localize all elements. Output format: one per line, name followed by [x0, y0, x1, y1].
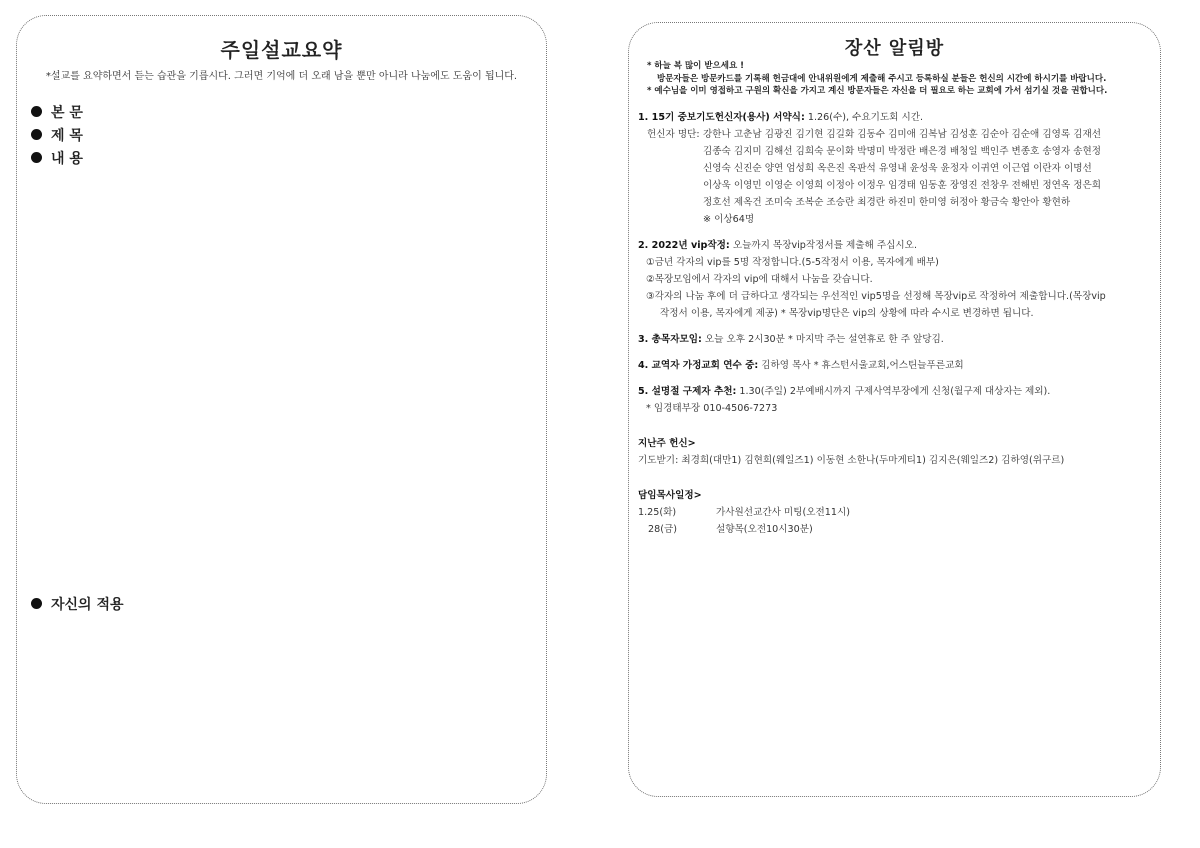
field-title: 제 목	[31, 123, 83, 146]
bullet-icon	[31, 598, 42, 609]
last-week-dedication: 지난주 헌신> 기도받기: 최경희(대만1) 김현희(웨일즈1) 이동현 소한나(두마게티1) 김지은(웨일즈2) 김하영(위구르)	[638, 438, 1065, 466]
announcements-title: 장산 알림방	[844, 38, 945, 59]
field-application: 자신의 적용	[31, 592, 124, 615]
announcements-panel	[628, 22, 1161, 797]
announcement-item-1: 1. 15기 중보기도헌신자(용사) 서약식: 1.26(수), 수요기도회 시간. 헌신자 명단: 강한나 고춘남 김광진 김기현 김길화 김동수 김미애 김복남 김성훈 김순아 김순애 김영록 김재선 김종숙 김지미 김해선 김희숙 문이화 박명미 박정란 배은경 배청일 백인주 변종호 송영자 송현정 신영숙 신진순 양연 엄성희 옥은진 옥판석 유영내 윤성욱 윤정자 이귀연 이근엽 이란자 이명선 이상욱 이영민 이영순 이영희 이정아 이정우 임경태 임동훈 장영진 전창우 전해빈 정연옥 정은희 정호선 제옥건 조미숙 조복순 조승란 최경란 하진미 한미영 허정아 황금숙 황안아 황현하 ※ 이상64명	[638, 109, 1153, 228]
sermon-summary-panel	[16, 15, 547, 804]
sermon-summary-subtitle: *설교를 요약하면서 듣는 습관을 기릅시다. 그러면 기억에 더 오래 남을 뿐만 아니라 나눔에도 도움이 됩니다.	[45, 71, 518, 82]
notice-line: 방문자들은 방문카드를 기록해 헌금대에 안내위원에게 제출해 주시고 등록하실 분들은 헌신의 시간에 하시기를 바랍니다.	[657, 73, 1107, 84]
dedicator-list: 강한나 고춘남 김광진 김기현 김길화 김동수 김미애 김복남 김성훈 김순아 김순애 김영록 김재선 김종숙 김지미 김해선 김희숙 문이화 박명미 박정란 배은경 배청일 백인주 변종호 송영자 송현정 신영숙 신진순 양연 엄성희 옥은진 옥판석 유영내 윤성욱 윤정자 이귀연 이근엽 이란자 이명선 이상욱 이영민 이영순 이영희 이정아 이정우 임경태 임동훈 장영진 전창우 전해빈 정연옥 정은희 정호선 제옥건 조미숙 조복순 조승란 최경란 하진미 한미영 허정아 황금숙 황안아 황현하 ※ 이상64명	[703, 129, 1102, 225]
field-scripture: 본 문	[31, 100, 83, 123]
schedule-row: 28(금) 설향목(오전10시30분)	[648, 524, 813, 535]
announcement-item-2: 2. 2022년 vip작정: 오늘까지 목장vip작정서를 제출해 주십시오. ①금년 각자의 vip를 5명 작정합니다.(5-5작정서 이용, 목자에게 배부) ②목장모임에서 각자의 vip에 대해서 나눔을 갖습니다. ③각자의 나눔 후에 더 급하다고 생각되는 우선적인 vip5명을 선정해 목장vip로 작정하여 제출합니다.(목장vip 작정서 이용, 목자에게 제공) * 목장vip명단은 vip의 상황에 따라 수시로 변경하면 됩니다.	[638, 240, 1106, 319]
sermon-fields	[31, 100, 83, 169]
bullet-icon	[31, 129, 42, 140]
announcement-items	[638, 109, 1153, 538]
notice-line: * 예수님을 이미 영접하고 구원의 확신을 가지고 계신 방문자들은 자신을 더 필요로 하는 교회에 가서 섬기실 것을 권합니다.	[647, 86, 1108, 96]
schedule-row: 1.25(화) 가사원선교간사 미팅(오전11시)	[638, 507, 850, 518]
announcement-item-4: 4. 교역자 가정교회 연수 중: 김하영 목사 * 휴스턴서울교회,어스틴늘푸른교회	[638, 360, 964, 371]
bullet-icon	[31, 152, 42, 163]
notice-line: * 하늘 복 많이 받으세요 !	[647, 61, 745, 71]
bullet-icon	[31, 106, 42, 117]
field-content: 내 용	[31, 146, 83, 169]
sermon-summary-title: 주일설교요약	[220, 38, 343, 62]
dedicator-label: 헌신자 명단:	[647, 129, 700, 140]
notice-block	[647, 60, 1147, 98]
pastor-schedule: 담임목사일정> 1.25(화) 가사원선교간사 미팅(오전11시) 28(금) 설향목(오전10시30분)	[638, 487, 1153, 538]
announcement-item-5: 5. 설명절 구제자 추천: 1.30(주일) 2부예배시까지 구제사역부장에게 신청(월구제 대상자는 제외). * 임경태부장 010-4506-7273	[638, 386, 1051, 414]
announcement-item-3: 3. 총목자모임: 오늘 오후 2시30분 * 마지막 주는 설연휴로 한 주 앞당김.	[638, 334, 944, 345]
